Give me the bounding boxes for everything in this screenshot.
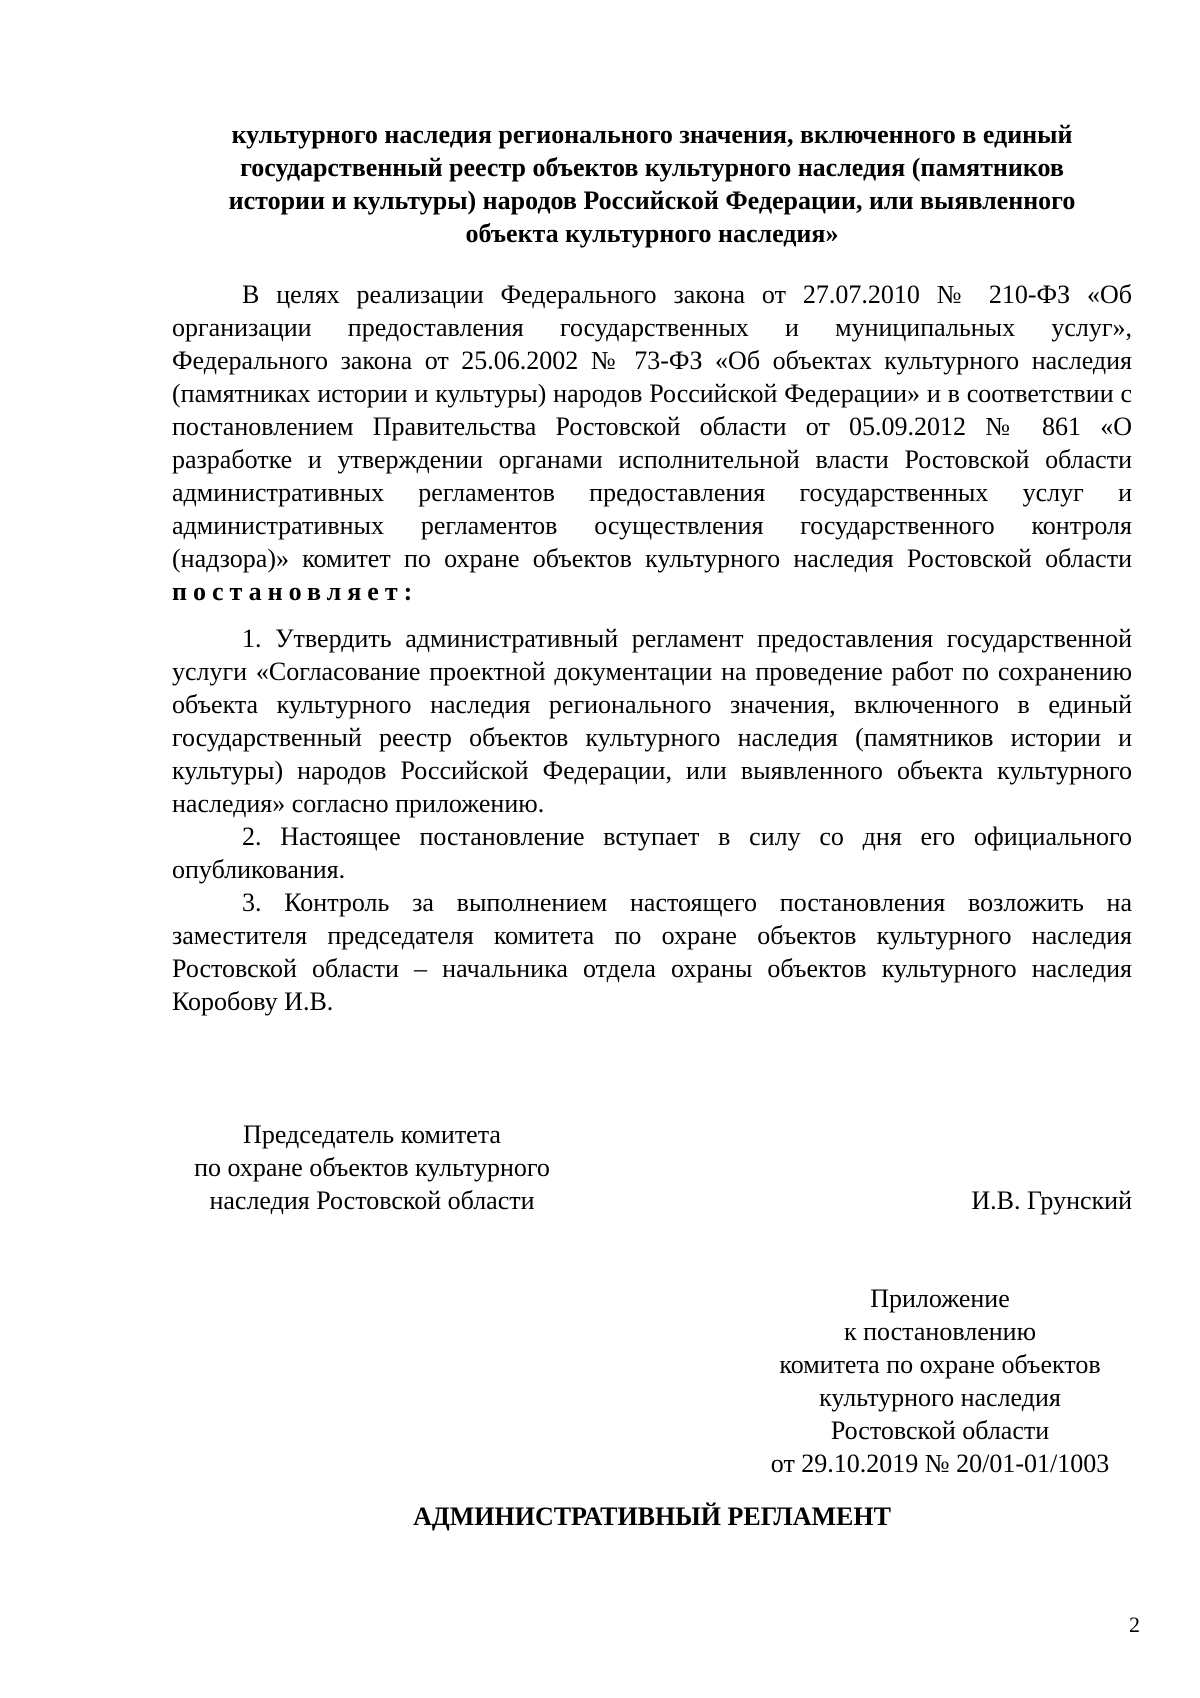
appendix-line: Приложение [870,1284,1010,1313]
title-line: объекта культурного наследия» [465,219,839,248]
signatory-position-line: наследия Ростовской области [209,1186,535,1215]
title-line: культурного наследия регионального значения, включенного в единый [231,120,1073,149]
preamble-text: В целях реализации Федерального закона от 27.07.2010 № 210-ФЗ «Об организации предоставления государственных и муниципальных услуг», Федерального закона от 25.06.2002 № 73-ФЗ «Об объектах культурного наследия (памятниках истории и культуры) народов Российской Федерации» и в соответствии с постановлением Правительства Ростовской области от 05.09.2012 № 861 «О разработке и утверждении органами исполнительной власти Ростовской области административных регламентов предоставления государственных услуг и административных регламентов осуществления государственного контроля (надзора)» комитет по охране объектов культурного наследия Ростовской области [172,280,1132,573]
appendix-line: комитета по охране объектов [779,1350,1101,1379]
appendix-line: культурного наследия [819,1383,1061,1412]
item-2: 2. Настоящее постановление вступает в силу со дня его официального опубликования. [172,822,1132,884]
signatory-name: И.В. Грунский [971,1186,1132,1215]
page-number: 2 [1129,1612,1140,1637]
appendix-reference [740,1282,1140,1480]
item-3: 3. Контроль за выполнением настоящего постановления возложить на заместителя председателя комитета по охране объектов культурного наследия Ростовской области – начальника отдела охраны объектов культурного наследия Коробову И.В. [172,888,1132,1016]
signatory-position [172,1118,572,1217]
regulation-heading: АДМИНИСТРАТИВНЫЙ РЕГЛАМЕНТ [413,1502,891,1531]
appendix-line: к постановлению [843,1317,1037,1346]
signatory-position-line: Председатель комитета [243,1120,501,1149]
document-title [172,118,1132,250]
signatory-position-line: по охране объектов культурного [194,1153,550,1182]
document-body [172,278,1132,1018]
appendix-line: Ростовской области [830,1416,1050,1445]
title-line: истории и культуры) народов Российской Федерации, или выявленного [228,186,1076,215]
decree-word: постановляет: [172,577,419,606]
preamble-paragraph [172,278,1132,608]
title-line: государственный реестр объектов культурного наследия (памятников [240,153,1064,182]
item-1: 1. Утвердить административный регламент предоставления государственной услуги «Согласование проектной документации на проведение работ по сохранению объекта культурного наследия регионального значения, включенного в единый государственный реестр объектов культурного наследия (памятников истории и культуры) народов Российской Федерации, или выявленного объекта культурного наследия» согласно приложению. [172,624,1132,818]
appendix-line: от 29.10.2019 № 20/01-01/1003 [770,1449,1110,1478]
